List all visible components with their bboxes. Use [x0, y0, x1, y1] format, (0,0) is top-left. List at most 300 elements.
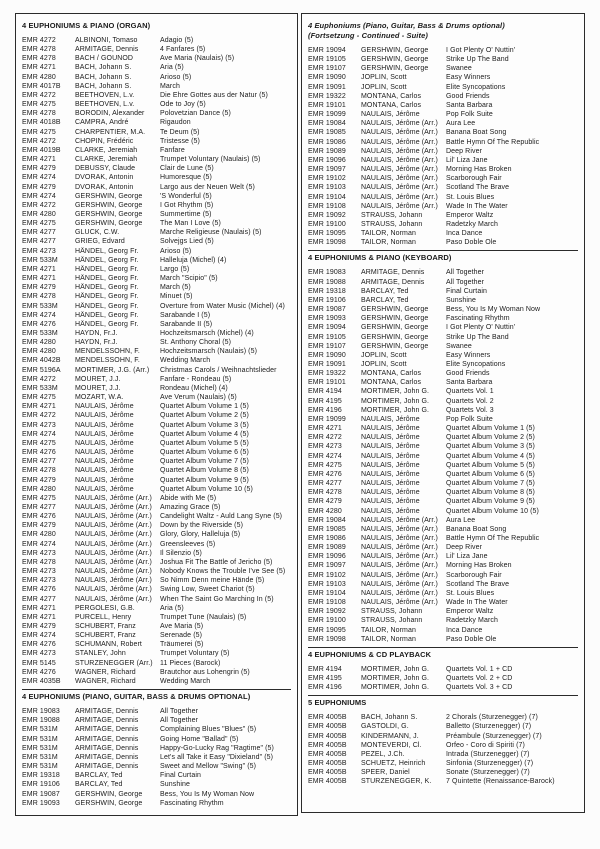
emr-code: EMR 4275	[22, 494, 56, 502]
composer-name: SCHUBERT, Franz	[75, 632, 136, 640]
piece-title: Rigaudon	[160, 119, 191, 127]
composer-name: BARCLAY, Ted	[361, 287, 409, 295]
emr-code: EMR 19102	[308, 571, 346, 579]
piece-title: Quartet Album Volume 3 (5)	[446, 443, 535, 451]
emr-code: EMR 4276	[22, 449, 56, 457]
emr-code: EMR 4278	[22, 46, 56, 54]
emr-code: EMR 19100	[308, 220, 346, 228]
emr-code: EMR 4005B	[308, 714, 347, 722]
catalog-row	[22, 45, 291, 54]
composer-name: NAULAIS, Jérôme (Arr.)	[75, 558, 152, 566]
composer-name: NAULAIS, Jérôme	[75, 421, 134, 429]
piece-title: Ode to Joy (5)	[160, 101, 206, 109]
piece-title: Largo (5)	[160, 265, 190, 273]
emr-code: EMR 531M	[22, 763, 58, 771]
catalog-row	[22, 292, 291, 301]
composer-name: KINDERMANN, J.	[361, 732, 419, 740]
piece-title: Amazing Grace (5)	[160, 503, 221, 511]
emr-code: EMR 4275	[308, 461, 342, 469]
catalog-row	[22, 549, 291, 558]
catalog-row	[22, 735, 291, 744]
composer-name: BEETHOVEN, L.v.	[75, 101, 135, 109]
emr-code: EMR 4018B	[22, 119, 61, 127]
catalog-row	[308, 333, 578, 342]
emr-code: EMR 4277	[22, 229, 56, 237]
composer-name: NAULAIS, Jérôme (Arr.)	[75, 522, 152, 530]
composer-name: NAULAIS, Jérôme	[361, 111, 420, 119]
composer-name: NAULAIS, Jérôme	[361, 425, 420, 433]
emr-code: EMR 19107	[308, 342, 346, 350]
piece-title: Paso Doble Ole	[446, 239, 497, 247]
composer-name: NAULAIS, Jérôme	[361, 415, 420, 423]
piece-title: Sunshine	[160, 781, 190, 789]
catalog-row	[308, 741, 578, 750]
catalog-row	[22, 448, 291, 457]
composer-name: NAULAIS, Jérôme	[75, 403, 134, 411]
piece-title: Quartet Album Volume 10 (5)	[160, 485, 253, 493]
emr-code: EMR 4017B	[22, 82, 61, 90]
catalog-row	[308, 580, 578, 589]
composer-name: ALBINONI, Tomaso	[75, 37, 138, 44]
piece-title: Swanee	[446, 65, 472, 73]
piece-title: Good Friends	[446, 370, 490, 378]
emr-code: EMR 4278	[22, 55, 56, 63]
composer-name: NAULAIS, Jérôme (Arr.)	[361, 599, 438, 607]
composer-name: ARMITAGE, Dennis	[361, 269, 425, 277]
emr-code: EMR 4271	[308, 425, 342, 433]
piece-title: Aura Lee	[446, 516, 476, 524]
piece-title: Rondeau (Michel) (4)	[160, 384, 228, 392]
catalog-row	[308, 268, 578, 277]
catalog-row	[22, 762, 291, 771]
catalog-row	[308, 415, 578, 424]
composer-name: GERSHWIN, George	[75, 220, 143, 228]
catalog-row	[308, 598, 578, 607]
catalog-row	[308, 193, 578, 202]
emr-code: EMR 4278	[22, 558, 56, 566]
catalog-row	[22, 54, 291, 63]
composer-name: GERSHWIN, George	[361, 342, 429, 350]
piece-title: So Nimm Denn meine Hände (5)	[160, 577, 265, 585]
piece-title: Morning Has Broken	[446, 166, 512, 174]
section-subheader-text: (Fortsetzung - Continued - Suite)	[308, 31, 428, 40]
piece-title: Quartet Album Volume 9 (5)	[446, 498, 535, 506]
emr-code: EMR 4277	[22, 458, 56, 466]
emr-code: EMR 4273	[22, 577, 56, 585]
piece-title: St. Louis Blues	[446, 193, 495, 201]
catalog-row	[308, 83, 578, 92]
emr-code: EMR 4274	[22, 192, 56, 200]
piece-title: I Got Rhythm (5)	[160, 201, 214, 209]
catalog-row	[22, 311, 291, 320]
catalog-row	[22, 439, 291, 448]
composer-name: MORTIMER, John G.	[361, 406, 430, 414]
catalog-row	[308, 433, 578, 442]
emr-code: EMR 4272	[22, 375, 56, 383]
composer-name: NAULAIS, Jérôme	[361, 498, 420, 506]
catalog-row	[22, 237, 291, 246]
piece-title: Swing Low, Sweet Chariot (5)	[160, 586, 255, 594]
emr-code: EMR 19091	[308, 83, 346, 91]
catalog-row	[22, 622, 291, 631]
composer-name: NAULAIS, Jérôme (Arr.)	[361, 580, 438, 588]
piece-title: Il Silenzio (5)	[160, 549, 202, 557]
composer-name: NAULAIS, Jérôme	[75, 467, 134, 475]
piece-title: Down by the Riverside (5)	[160, 522, 244, 530]
emr-code: EMR 4277	[22, 238, 56, 246]
composer-name: HÄNDEL, Georg Fr.	[75, 265, 139, 273]
catalog-row	[308, 46, 578, 55]
composer-name: NAULAIS, Jérôme (Arr.)	[75, 568, 152, 576]
composer-name: ARMITAGE, Dennis	[75, 763, 139, 771]
catalog-row	[308, 732, 578, 741]
emr-code: EMR 4279	[22, 476, 56, 484]
emr-code: EMR 4276	[22, 513, 56, 521]
composer-name: NAULAIS, Jérôme (Arr.)	[75, 513, 152, 521]
piece-title: Overture from Water Music (Michel) (4)	[160, 302, 285, 310]
piece-title: Minuet (5)	[160, 293, 193, 301]
piece-title: Radetzky March	[446, 220, 498, 228]
piece-title: Emperor Waltz	[446, 608, 494, 616]
piece-title: Serenade (5)	[160, 632, 203, 640]
composer-name: STRAUSS, Johann	[361, 608, 423, 616]
catalog-row	[22, 146, 291, 155]
catalog-row	[308, 665, 578, 674]
catalog-row	[308, 713, 578, 722]
piece-title: St. Anthony Choral (5)	[160, 339, 232, 347]
composer-name: NAULAIS, Jérôme (Arr.)	[361, 156, 438, 164]
catalog-row	[22, 790, 291, 799]
composer-name: GERSHWIN, George	[361, 315, 429, 323]
piece-title: Candelight Waltz - Auld Lang Syne (5)	[160, 513, 283, 521]
emr-code: EMR 4280	[22, 339, 56, 347]
catalog-row	[308, 479, 578, 488]
composer-name: GERSHWIN, George	[75, 799, 143, 807]
emr-code: EMR 4005B	[308, 732, 347, 740]
catalog-row	[308, 278, 578, 287]
catalog-row	[22, 585, 291, 594]
catalog-row	[308, 406, 578, 415]
composer-name: DEBUSSY, Claude	[75, 165, 136, 173]
catalog-row	[308, 138, 578, 147]
emr-code: EMR 4271	[22, 613, 56, 621]
emr-code: EMR 5145	[22, 659, 56, 667]
composer-name: MORTIMER, John G.	[361, 388, 430, 396]
section-header-text: 5 EUPHONIUMS	[308, 698, 367, 708]
catalog-row	[22, 421, 291, 430]
piece-title: Christmas Carols / Weihnachtslieder	[160, 366, 277, 374]
emr-code: EMR 19089	[308, 147, 346, 155]
composer-name: GERSHWIN, George	[361, 56, 429, 64]
emr-code: EMR 19087	[22, 790, 60, 798]
composer-name: NAULAIS, Jérôme (Arr.)	[75, 531, 152, 539]
catalog-row	[308, 525, 578, 534]
section-header-text: 4 EUPHONIUMS & PIANO (ORGAN)	[22, 21, 151, 30]
composer-name: STRAUSS, Johann	[361, 617, 423, 625]
composer-name: STRAUSS, Johann	[361, 211, 423, 219]
composer-name: NAULAIS, Jérôme (Arr.)	[361, 534, 438, 542]
catalog-row	[308, 296, 578, 305]
catalog-row	[308, 378, 578, 387]
catalog-row	[308, 397, 578, 406]
composer-name: GERSHWIN, George	[361, 324, 429, 332]
emr-code: EMR 533M	[22, 330, 58, 337]
catalog-row	[22, 476, 291, 485]
emr-code: EMR 19094	[308, 324, 346, 332]
piece-title: Nobody Knows the Trouble I've See (5)	[160, 568, 286, 576]
emr-code: EMR 19097	[308, 166, 346, 174]
emr-code: EMR 19103	[308, 580, 346, 588]
catalog-row	[22, 36, 291, 45]
emr-code: EMR 4280	[22, 210, 56, 218]
composer-name: NAULAIS, Jérôme (Arr.)	[75, 503, 152, 511]
emr-code: EMR 19086	[308, 138, 346, 146]
catalog-row	[308, 287, 578, 296]
composer-name: CAMPRA, André	[75, 119, 129, 127]
piece-title: Quartet Album Volume 3 (5)	[160, 421, 249, 429]
piece-title: Clair de Lune (5)	[160, 165, 214, 173]
piece-title: Quartet Album Volume 8 (5)	[446, 489, 535, 497]
piece-title: Elite Syncopations	[446, 83, 506, 91]
catalog-row	[22, 771, 291, 780]
emr-code: EMR 4275	[22, 101, 56, 109]
piece-title: Happy-Go-Lucky Rag "Ragtime" (5)	[160, 744, 274, 752]
composer-name: TAILOR, Norman	[361, 239, 416, 247]
catalog-row	[308, 147, 578, 156]
composer-name: GERSHWIN, George	[361, 65, 429, 73]
piece-title: Greensleeves (5)	[160, 540, 216, 548]
catalog-row	[22, 338, 291, 347]
piece-title: Quartet Album Volume 7 (5)	[160, 458, 249, 466]
composer-name: STANLEY, John	[75, 650, 126, 658]
composer-name: NAULAIS, Jérôme (Arr.)	[361, 184, 438, 192]
piece-title: Quartet Album Volume 5 (5)	[160, 439, 249, 447]
composer-name: MORTIMER, J.G. (Arr.)	[75, 366, 150, 374]
composer-name: NAULAIS, Jérôme (Arr.)	[361, 138, 438, 146]
piece-title: Tristesse (5)	[160, 137, 200, 145]
piece-title: Joshua Fit The Battle of Jericho (5)	[160, 558, 273, 566]
piece-title: Aria (5)	[160, 604, 184, 612]
emr-code: EMR 19086	[308, 534, 346, 542]
composer-name: GERSHWIN, George	[75, 210, 143, 218]
section-header	[308, 253, 578, 263]
composer-name: GERSHWIN, George	[75, 201, 143, 209]
composer-name: NAULAIS, Jérôme (Arr.)	[361, 553, 438, 561]
piece-title: March (5)	[160, 284, 191, 292]
emr-code: EMR 19318	[308, 287, 346, 295]
emr-code: EMR 19099	[308, 415, 346, 423]
emr-code: EMR 19087	[308, 306, 346, 314]
emr-code: EMR 19088	[308, 278, 346, 286]
piece-title: Hochzeitsmarsch (Naulais) (5)	[160, 348, 258, 356]
emr-code: EMR 4274	[22, 632, 56, 640]
piece-title: Ave Verum (Naulais) (5)	[160, 394, 237, 402]
piece-title: All Together	[446, 269, 485, 277]
catalog-row	[22, 725, 291, 734]
piece-title: Scarborough Fair	[446, 571, 502, 579]
catalog-row	[308, 220, 578, 229]
emr-code: EMR 4280	[22, 73, 56, 81]
emr-code: EMR 4005B	[308, 760, 347, 768]
emr-code: EMR 5196A	[22, 366, 61, 374]
composer-name: STURZENEGGER, K.	[361, 778, 432, 786]
emr-code: EMR 4273	[22, 247, 56, 255]
emr-code: EMR 19107	[308, 65, 346, 73]
composer-name: PEZEL, J.Ch.	[361, 750, 405, 758]
catalog-row	[22, 63, 291, 72]
piece-title: Sonate (Sturzenegger) (7)	[446, 769, 530, 777]
composer-name: NAULAIS, Jérôme	[75, 476, 134, 484]
composer-name: NAULAIS, Jérôme	[361, 507, 420, 515]
piece-title: Abide with Me (5)	[160, 494, 217, 502]
composer-name: NAULAIS, Jérôme	[75, 485, 134, 493]
composer-name: HAYDN, Fr.J.	[75, 330, 118, 337]
piece-title: Arioso (5)	[160, 247, 192, 255]
piece-title: St. Louis Blues	[446, 589, 495, 597]
emr-code: EMR 4279	[308, 498, 342, 506]
emr-code: EMR 4280	[22, 531, 56, 539]
piece-title: Swanee	[446, 342, 472, 350]
piece-title: March	[160, 82, 180, 90]
catalog-row	[22, 530, 291, 539]
emr-code: EMR 4277	[308, 480, 342, 488]
catalog-row	[22, 393, 291, 402]
composer-name: TAILOR, Norman	[361, 626, 416, 634]
catalog-row	[22, 366, 291, 375]
catalog-row	[22, 274, 291, 283]
composer-name: JOPLIN, Scott	[361, 351, 407, 359]
emr-code: EMR 533M	[22, 256, 58, 264]
catalog-row	[308, 461, 578, 470]
composer-name: GRIEG, Edvard	[75, 238, 125, 246]
composer-name: SCHUMANN, Robert	[75, 641, 142, 649]
catalog-row	[308, 777, 578, 786]
piece-title: Fascinating Rhythm	[160, 799, 224, 807]
catalog-row	[308, 607, 578, 616]
emr-code: EMR 4276	[22, 668, 56, 676]
composer-name: NAULAIS, Jérôme	[361, 470, 420, 478]
catalog-row	[308, 314, 578, 323]
piece-title: March "Scipio" (5)	[160, 275, 218, 283]
composer-name: GERSHWIN, George	[361, 47, 429, 54]
piece-title: Wedding March	[160, 677, 211, 685]
composer-name: NAULAIS, Jérôme	[361, 452, 420, 460]
composer-name: MONTANA, Carlos	[361, 101, 422, 109]
piece-title: Préambule (Sturzenegger) (7)	[446, 732, 542, 740]
catalog-row	[308, 174, 578, 183]
emr-code: EMR 533M	[22, 302, 58, 310]
catalog-row	[22, 558, 291, 567]
emr-code: EMR 19108	[308, 202, 346, 210]
piece-title: Sarabande I (5)	[160, 311, 211, 319]
piece-title: Quartet Album Volume 9 (5)	[160, 476, 249, 484]
composer-name: ARMITAGE, Dennis	[75, 753, 139, 761]
piece-title: Elite Syncopations	[446, 361, 506, 368]
catalog-row	[308, 424, 578, 433]
emr-code: EMR 19322	[308, 92, 346, 100]
emr-code: EMR 4275	[22, 439, 56, 447]
emr-code: EMR 19085	[308, 525, 346, 533]
composer-name: NAULAIS, Jérôme (Arr.)	[361, 589, 438, 597]
catalog-row	[308, 342, 578, 351]
emr-code: EMR 4272	[22, 412, 56, 420]
composer-name: NAULAIS, Jérôme (Arr.)	[361, 544, 438, 552]
composer-name: MONTANA, Carlos	[361, 370, 422, 378]
piece-title: Banana Boat Song	[446, 525, 507, 533]
composer-name: NAULAIS, Jérôme (Arr.)	[361, 166, 438, 174]
composer-name: JOPLIN, Scott	[361, 361, 407, 368]
emr-code: EMR 4273	[22, 650, 56, 658]
catalog-row	[308, 360, 578, 369]
emr-code: EMR 4276	[22, 320, 56, 328]
composer-name: HÄNDEL, Georg Fr.	[75, 247, 139, 255]
catalog-row	[308, 635, 578, 644]
emr-code: EMR 19096	[308, 553, 346, 561]
composer-name: NAULAIS, Jérôme (Arr.)	[361, 202, 438, 210]
composer-name: ARMITAGE, Dennis	[75, 726, 139, 734]
catalog-row	[22, 256, 291, 265]
piece-title: Quartet Album Volume 1 (5)	[446, 425, 535, 433]
piece-title: Emperor Waltz	[446, 211, 494, 219]
emr-code: EMR 19090	[308, 351, 346, 359]
catalog-row	[308, 110, 578, 119]
composer-name: GERSHWIN, George	[361, 333, 429, 341]
catalog-row	[308, 571, 578, 580]
composer-name: PERGOLESI, G.B.	[75, 604, 135, 612]
emr-code: EMR 4274	[22, 430, 56, 438]
piece-title: Intrada (Sturzenegger) (7)	[446, 750, 530, 758]
catalog-row	[308, 369, 578, 378]
composer-name: MORTIMER, John G.	[361, 684, 430, 692]
composer-name: CLARKE, Jeremiah	[75, 156, 138, 164]
composer-name: NAULAIS, Jérôme	[75, 439, 134, 447]
catalog-row	[22, 247, 291, 256]
catalog-row	[308, 759, 578, 768]
catalog-row	[22, 631, 291, 640]
emr-code: EMR 4278	[22, 467, 56, 475]
composer-name: NAULAIS, Jérôme	[75, 458, 134, 466]
catalog-row	[308, 238, 578, 247]
composer-name: BACH, Johann S.	[75, 64, 132, 72]
composer-name: HÄNDEL, Georg Fr.	[75, 320, 139, 328]
emr-code: EMR 4195	[308, 397, 342, 405]
emr-code: EMR 19099	[308, 111, 346, 119]
emr-code: EMR 19098	[308, 635, 346, 643]
catalog-row	[22, 640, 291, 649]
catalog-row	[308, 229, 578, 238]
catalog-row	[22, 201, 291, 210]
emr-code: EMR 19105	[308, 333, 346, 341]
piece-title: Fanfare	[160, 146, 185, 154]
emr-code: EMR 19089	[308, 544, 346, 552]
piece-title: Battle Hymn Of The Republic	[446, 534, 540, 542]
emr-code: EMR 4280	[22, 485, 56, 493]
composer-name: NAULAIS, Jérôme	[361, 434, 420, 442]
composer-name: SCHUETZ, Heinrich	[361, 760, 426, 768]
catalog-row	[22, 183, 291, 192]
catalog-row	[22, 512, 291, 521]
catalog-row	[22, 503, 291, 512]
section-header	[22, 21, 291, 31]
piece-title: Radetzky March	[446, 617, 498, 625]
composer-name: NAULAIS, Jérôme	[361, 489, 420, 497]
emr-code: EMR 19106	[22, 781, 60, 789]
composer-name: STURZENEGGER (Arr.)	[75, 659, 153, 667]
piece-title: Hochzeitsmarsch (Michel) (4)	[160, 330, 254, 337]
catalog-row	[308, 534, 578, 543]
catalog-row	[308, 128, 578, 137]
emr-code: EMR 4278	[22, 110, 56, 118]
